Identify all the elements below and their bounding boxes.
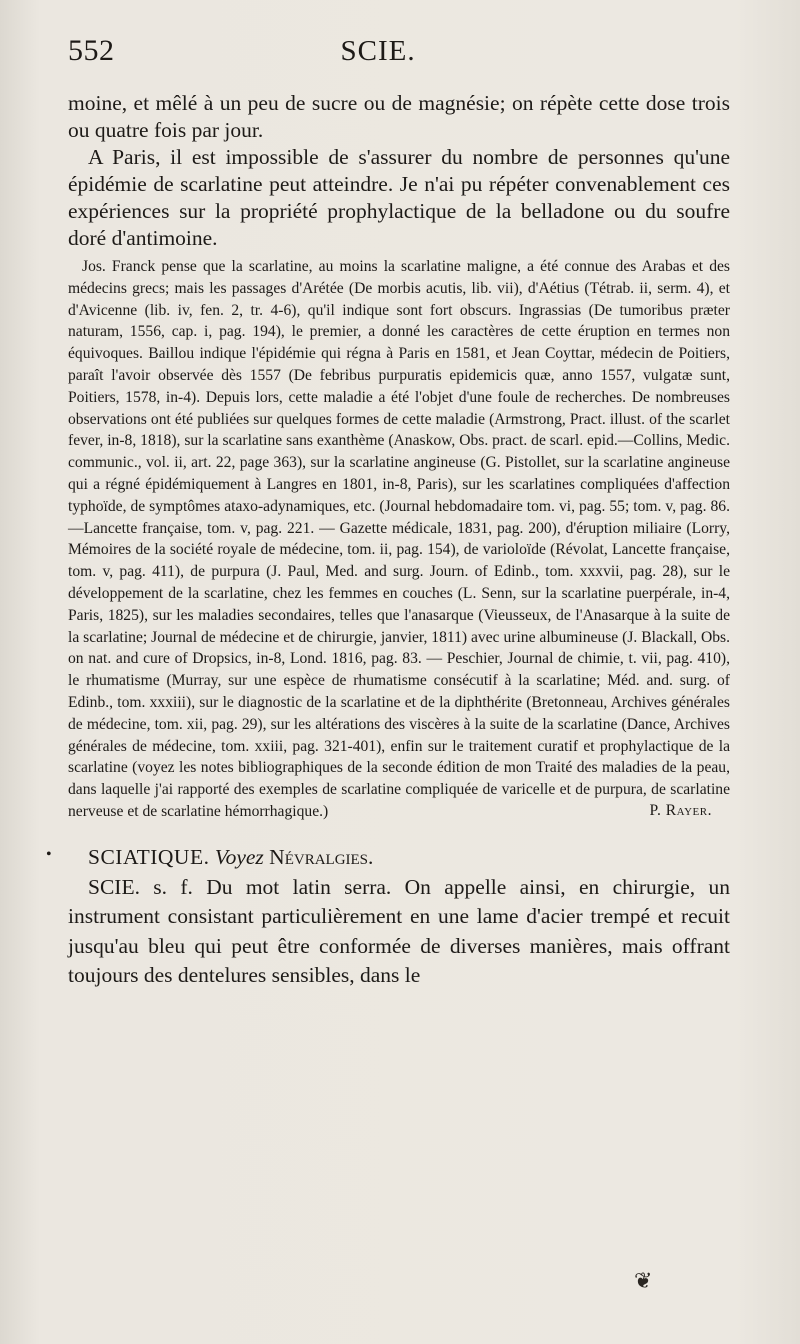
footnote-paragraph: Jos. Franck pense que la scarlatine, au moins la scarlatine maligne, a été connue des Arabas et des médecins grecs; mais les passages d'Arétée (De morbis acutis, lib. vii), d'Aétius (Tétrab. ii, serm. 4), et d'Avicenne (lib. iv, fen. 2, tr. 4-6), qu'il indique sont fort obscurs. Ingrassias (De tumoribus præter naturam, 1556, cap. i, pag. 194), le premier, a donné les caractères de cette éruption en termes non équivoques. Baillou indique l'épidémie qui régna à Paris en 1581, et Jean Coyttar, médecin de Poitiers, paraît l'avoir observée dès 1557 (De febribus purpuratis epidemicis quæ, anno 1557, vulgatæ sunt, Poitiers, 1578, in-4). Depuis lors, cette maladie a été l'objet d'une foule de recherches. De nombreuses observations ont été publiées sur quelques formes de cette maladie (Armstrong, Pract. illust. of the scarlet fever, in-8, 1818), sur la scarlatine sans exanthème (Anaskow, Obs. pract. de scarl. epid.—Collins, Medic. communic., vol. ii, art. 22, page 363), sur la scarlatine angineuse (G. Pistollet, sur la scarlatine angineuse qui a régné épidémiquement à Langres en 1801, in-8, Paris), sur les scarlatines compliquées d'affection typhoïde, de symptômes ataxo-adynamiques, etc. (Journal hebdomadaire tom. vi, pag. 55; tom. v, pag. 86.—Lancette française, tom. v, pag. 221. — Gazette médicale, 1831, pag. 200), d'éruption miliaire (Lorry, Mémoires de la société royale de médecine, tom. ii, pag. 154), de varioloïde (Révolat, Lancette française, tom. v, pag. 411), de purpura (J. Paul, Med. and surg. Journ. of Edinb., tom. xxxvii, pag. 28), sur le développement de la scarlatine, chez les femmes en couches (L. Senn, sur la scarlatine puerpérale, in-4, Paris, 1825), sur les maladies secondaires, telles que l'anasarque (Vieusseux, de l'Anasarque à la suite de la scarlatine; Journal de médecine et de chirurgie, janvier, 1811) avec urine albumineuse (J. Blackall, Obs. on nat. and cure of Dropsics, in-8, Lond. 1816, pag. 83. — Peschier, Journal de chimie, t. vii, pag. 410), le rhumatisme (Murray, sur une espèce de rhumatisme consécutif à la scarlatine; Méd. and. surg. of Edinb., tom. xxxiii), sur le diagnostic de la scarlatine et de la diphthérite (Bretonneau, Archives générales de médecine, tom. xii, pag. 29), sur les altérations des viscères à la suite de la scarlatine (Dance, Archives générales de médecine, tom. xxiii, pag. 321-401), enfin sur le traitement curatif et prophylactique de la scarlatine (voyez les notes bibliographiques de la seconde édition de mon Traité des maladies de la peau, dans laquelle j'ai rapporté des exemples de scarlatine compliquée de varicelle et de purpura, de scarlatine nerveuse et de scarlatine hémorrhagique.)	[68, 258, 730, 820]
see-reference: Voyez	[214, 844, 264, 869]
entry-sciatique	[88, 844, 730, 871]
entry-scie: SCIE. s. f. Du mot latin serra. On appelle ainsi, en chirurgie, un instrument consistant particulièrement en une lame d'acier trempé et recuit jusqu'au bleu qui peut être conformée de diverses manières, mais offrant toujours des dentelures sensibles, dans le	[68, 874, 730, 988]
author-signature: P. Rayer.	[649, 801, 712, 819]
running-head: SCIE.	[340, 35, 416, 67]
paragraph-continuation: moine, et mêlé à un peu de sucre ou de magnésie; on répète cette dose trois ou quatre fois par jour.	[68, 91, 730, 142]
entry-term: SCIATIQUE.	[88, 844, 210, 869]
printer-mark: ❦	[634, 1268, 653, 1293]
cross-reference-target: Névralgies.	[269, 844, 374, 869]
page-number: 552	[68, 34, 115, 67]
page-header	[68, 34, 730, 90]
margin-dot: •	[46, 846, 52, 863]
paragraph-paris: A Paris, il est impossible de s'assurer du nombre de personnes qu'une épidémie de scarlatine peut atteindre. Je n'ai pu répéter convenablement ces expériences sur la propriété prophylactique de la belladone ou du soufre doré d'antimoine.	[68, 145, 730, 250]
